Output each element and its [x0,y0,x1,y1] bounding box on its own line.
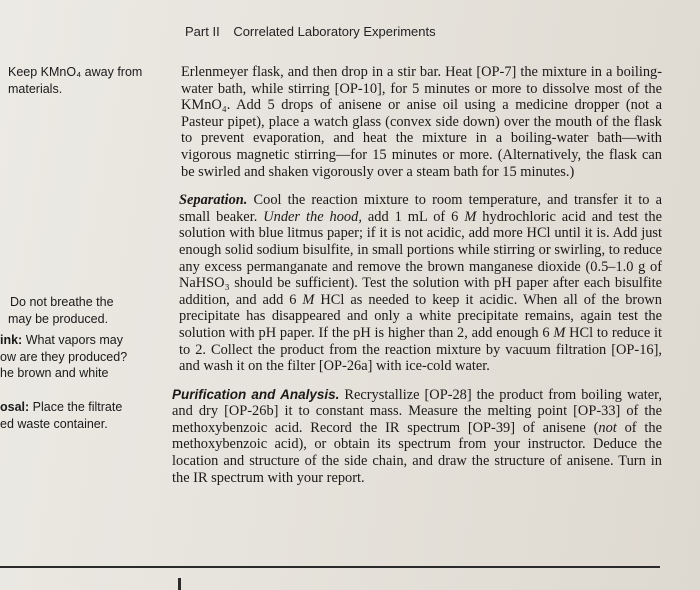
paragraph-text: hydrochloric acid and test the solution with blue litmus paper; if it is not acidic, add more HCl until it is. Add just enough solid sodium bisulfite, in small portions while stirring or swirling, to reduce any excess permanganate and remove the brown manganese dioxide (0.5–1.0 g of NaHSO₃ should be sufficient). Test the solution with pH paper after each bisulfite addition, and add 6 [179,208,663,308]
procedure-paragraph: Erlenmeyer flask, and then drop in a stir bar. Heat [OP-7] the mixture in a boiling-water bath, while stirring [OP-10], for 5 minutes or more to dissolve most of the KMnO₄. Add 5 drops of anisene or anise oil using a medicine dropper (not a Pasteur pipet), place a watch glass (convex side down) over the mouth of the flask to prevent evaporation, and heat the mixture in a boiling-water bath—with vigorous magnetic stirring—for 15 minutes or more. (Alternatively, the flask can be swirled and shaken vigorously over a steam bath for 15 minutes.) [181,64,662,180]
separation-paragraph [179,192,662,375]
margin-note-line: Keep KMnO₄ away from [8,65,143,79]
margin-note-line: materials. [8,81,63,96]
margin-note-kmno4 [8,64,173,97]
margin-note-text: What vapors may [22,333,123,347]
paragraph-text: add 1 mL of 6 [361,208,465,225]
molarity-symbol: M [464,208,477,225]
body-text [172,64,662,498]
margin-note-line: may be produced. [8,311,109,326]
margin-note-think [0,332,160,382]
paragraph-text: HCl as needed to keep it acidic. When all of the brown precipitate has disappeared and only a white precipitate remains, again test the solution with pH paper. If the pH is higher than 2, add enough 6 [179,291,662,341]
footer-rule [0,566,660,568]
purification-paragraph [172,387,662,487]
emphasis-text: not [598,419,617,436]
paragraph-text: Cool the reaction mixture to room temperature, and transfer it to a small beaker. [179,192,662,225]
purification-heading: Purification and Analysis. [172,386,340,402]
paragraph-text: HCl to reduce it to 2. Collect the product from the reaction mixture by vacuum filtration [OP-16], and wash it on the filter [OP-26a] with ice-cold water. [179,324,662,375]
margin-note-label: osal: [0,400,30,414]
margin-note-line: Do not breathe the [10,295,114,309]
chapter-title: Correlated Laboratory Experiments [233,24,436,39]
separation-heading: Separation. [179,192,248,209]
margin-note-line: ow are they produced? [0,349,128,364]
running-header [185,24,436,39]
page-edge-mark [178,578,181,590]
margin-note-label: ink: [0,333,23,347]
molarity-symbol: M [553,324,566,341]
part-label: Part II [185,24,220,39]
margin-note-breathe [8,294,158,327]
molarity-symbol: M [302,291,315,308]
paragraph-text: Recrystallize [OP-28] the product from boiling water, and dry [OP-26b] it to constant mass. Measure the melting point [OP-33] of the methoxybenzoic acid. Record the IR spectrum [OP-39] of anisene ( [172,386,662,436]
emphasis-text: Under the hood, [263,208,362,225]
margin-note-line [0,332,160,349]
margin-note-line: ed waste container. [0,416,108,431]
margin-note-line: he brown and white [0,366,109,380]
margin-note-disposal [0,399,160,432]
margin-note-text: Place the filtrate [29,400,123,414]
margin-note-line [0,399,160,416]
paragraph-text: of the methoxybenzoic acid), or obtain its spectrum from your instructor. Deduce the location and structure of the side chain, and draw the structure of anisene. Turn in the IR spectrum with your report. [172,419,663,486]
